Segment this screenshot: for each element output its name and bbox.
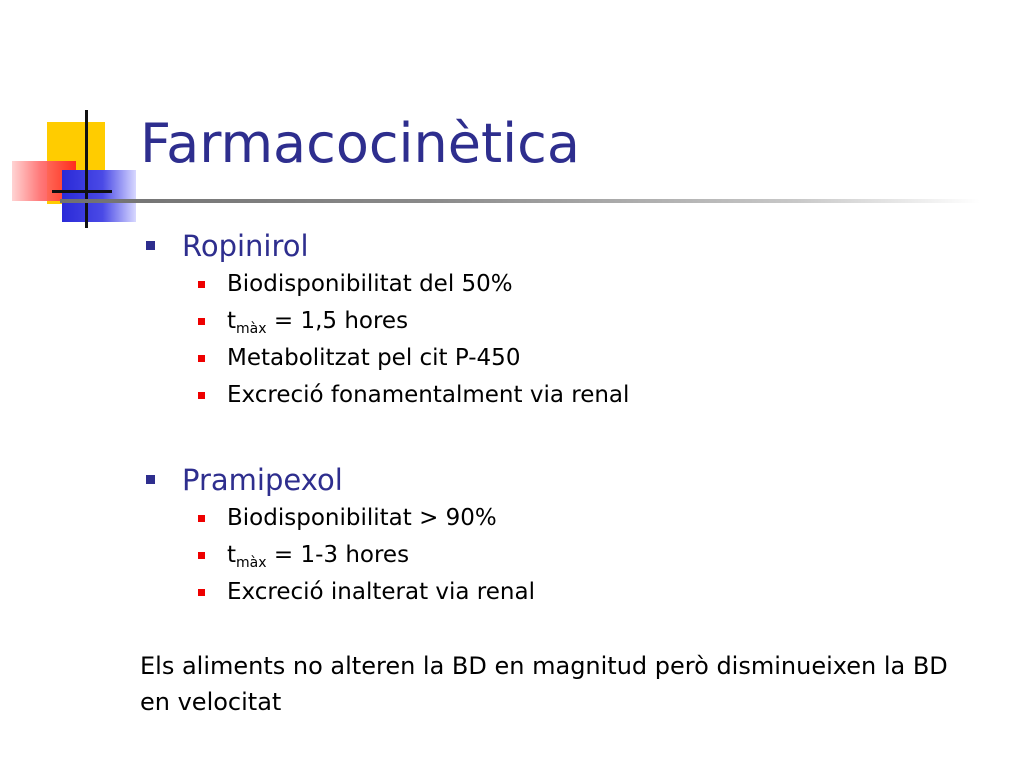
slide-footnote: Els aliments no alteren la BD en magnitud però disminueixen la BD en velocitat bbox=[140, 652, 948, 716]
list-item-text: Metabolitzat pel cit P-450 bbox=[227, 345, 521, 371]
list-item-text bbox=[227, 308, 409, 337]
tmax-base: t bbox=[227, 542, 237, 568]
square-bullet-icon bbox=[146, 241, 155, 250]
list-item bbox=[140, 377, 980, 414]
section-heading-label: Pramipexol bbox=[182, 463, 343, 497]
list-item bbox=[140, 537, 980, 574]
list-item bbox=[140, 266, 980, 303]
square-bullet-icon bbox=[198, 392, 205, 399]
tmax-subscript: màx bbox=[236, 321, 267, 337]
square-bullet-icon bbox=[198, 515, 205, 522]
square-bullet-icon bbox=[198, 355, 205, 362]
list-item bbox=[140, 303, 980, 340]
list-item-text: Excreció inalterat via renal bbox=[227, 579, 535, 605]
section-heading bbox=[140, 460, 980, 500]
square-bullet-icon bbox=[198, 318, 205, 325]
list-item-text bbox=[227, 542, 410, 571]
list-item-text: Biodisponibilitat del 50% bbox=[227, 271, 513, 297]
title-divider bbox=[60, 199, 980, 203]
list-item bbox=[140, 340, 980, 377]
logo-blue-square bbox=[62, 170, 136, 222]
section-heading-label: Ropinirol bbox=[182, 229, 309, 263]
list-item-text: Excreció fonamentalment via renal bbox=[227, 382, 630, 408]
tmax-value: = 1,5 hores bbox=[266, 308, 409, 334]
square-bullet-icon bbox=[198, 281, 205, 288]
list-item bbox=[140, 574, 980, 611]
tmax-value: = 1-3 hores bbox=[266, 542, 410, 568]
list-item bbox=[140, 500, 980, 537]
list-item-text: Biodisponibilitat > 90% bbox=[227, 505, 497, 531]
tmax-base: t bbox=[227, 308, 237, 334]
logo-horizontal-line bbox=[52, 190, 112, 193]
tmax-subscript: màx bbox=[236, 555, 267, 571]
square-bullet-icon bbox=[198, 552, 205, 559]
section-ropinirol bbox=[140, 226, 980, 414]
section-heading bbox=[140, 226, 980, 266]
square-bullet-icon bbox=[198, 589, 205, 596]
slide-title: Farmacocinètica bbox=[140, 112, 580, 175]
square-bullet-icon bbox=[146, 475, 155, 484]
section-pramipexol bbox=[140, 460, 980, 611]
logo-vertical-line bbox=[85, 110, 88, 228]
